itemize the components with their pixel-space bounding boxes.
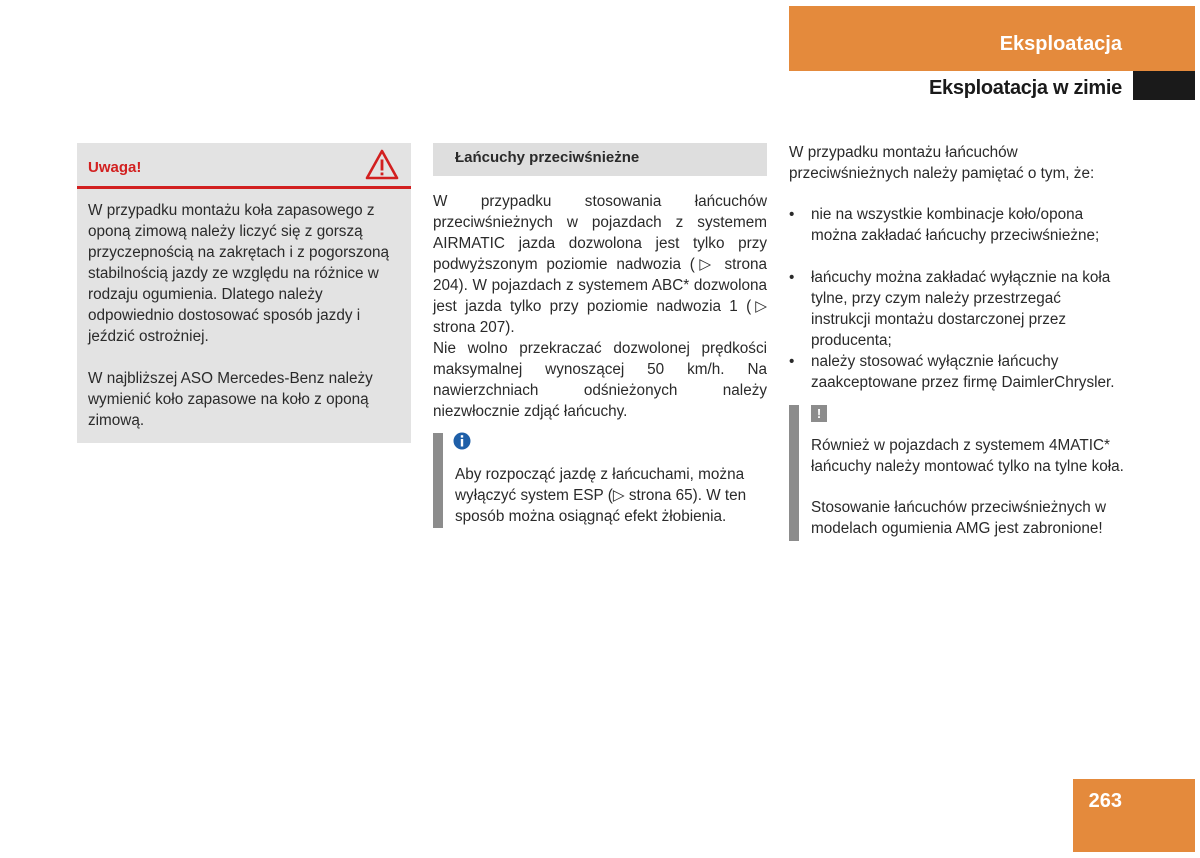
note-text: Aby rozpocząć jazdę z łańcuchami, można wyłączyć system ESP (▷ strona 65). W ten sposób można osiągnąć efekt żłobienia. (455, 466, 747, 525)
warning-paragraph-1: W przypadku montażu koła zapasowego z oponą zimową należy liczyć się z gorszą przyczepnością na zakrętach i z pogorszoną stabilnością jazdy ze względu na różnice w rodzaju ogumienia. Dlatego należy odpowiednio dostosować sposób jazdy i jeździć ostrożniej. (88, 202, 390, 345)
section-heading: Łańcuchy przeciwśnieżne (455, 149, 640, 166)
caution-exclamation-icon: ! (811, 405, 827, 422)
bullet-marker: • (789, 206, 795, 223)
bullet-marker: • (789, 269, 795, 286)
info-icon (453, 432, 471, 450)
bullet-item: nie na wszystkie kombinacje koło/opona można zakładać łańcuchy przeciwśnieżne; (811, 206, 1100, 244)
warning-paragraph-2: W najbliższej ASO Mercedes-Benz należy wymienić koło zapasowe na koło z oponą zimową. (88, 370, 373, 429)
warning-divider (77, 186, 411, 189)
caution-paragraph-1: Również w pojazdach z systemem 4MATIC* łańcuchy należy montować tylko na tylne koła. (811, 437, 1124, 475)
warning-triangle-icon (365, 149, 399, 181)
header-marker-bar (1133, 71, 1195, 100)
note-side-bar (433, 433, 443, 528)
subsection-title: Eksploatacja w zimie (929, 77, 1122, 99)
warning-title: Uwaga! (88, 159, 142, 176)
mounting-intro: W przypadku montażu łańcuchów przeciwśnieżnych należy pamiętać o tym, że: (789, 144, 1095, 182)
chains-paragraph-2: Nie wolno przekraczać dozwolonej prędkości maksymalnej wynoszącej 50 km/h. Na nawierzchniach odśnieżonych należy niezwłocznie zdjąć łańcuchy. (433, 340, 767, 420)
page-number: 263 (1088, 790, 1122, 812)
bullet-marker: • (789, 353, 795, 370)
section-title: Eksploatacja (999, 33, 1122, 55)
bullet-item: należy stosować wyłącznie łańcuchy zaakceptowane przez firmę DaimlerChrysler. (811, 353, 1115, 391)
caution-paragraph-2: Stosowanie łańcuchów przeciwśnieżnych w modelach ogumienia AMG jest zabronione! (811, 499, 1107, 537)
header-tab (789, 6, 1195, 71)
chains-paragraph-1: W przypadku stosowania łańcuchów przeciwśnieżnych w pojazdach z systemem AIRMATIC jazda dozwolona jest tylko przy podwyższonym poziomie nadwozia (▷ strona 204). W pojazdach z systemem ABC* dozwolona jest jazda tylko przy poziomie nadwozia 1 (▷ strona 207). (433, 193, 767, 336)
bullet-item: łańcuchy można zakładać wyłącznie na koła tylne, przy czym należy przestrzegać instrukcji montażu dostarczonej przez producenta; (811, 269, 1111, 349)
caution-side-bar (789, 405, 799, 541)
